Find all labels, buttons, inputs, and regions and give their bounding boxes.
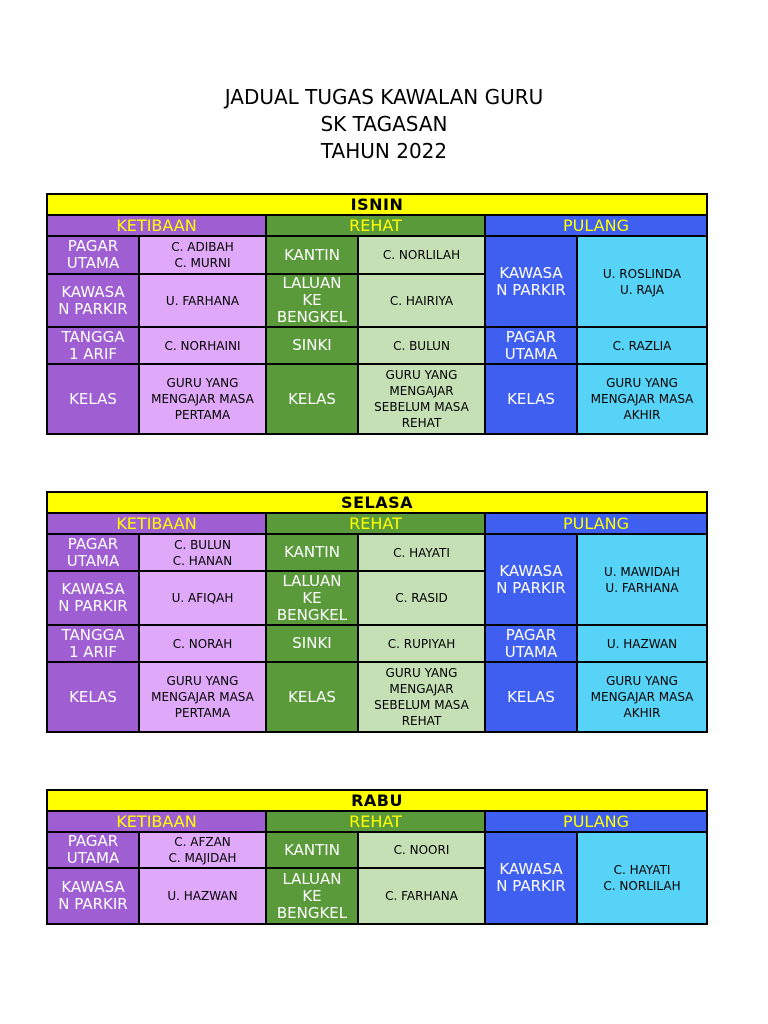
teacher-line: C. NOORI	[393, 843, 450, 857]
location-line: PAGAR	[67, 534, 119, 553]
location-cell	[266, 662, 358, 732]
location-line: LALUAN	[282, 274, 342, 292]
location-line: PAGAR	[67, 237, 119, 255]
location-cell	[47, 327, 139, 364]
location-cell	[485, 364, 577, 434]
section-header-rehat: REHAT	[266, 215, 485, 236]
teacher-cell	[139, 534, 266, 571]
location-line: SINKI	[292, 634, 332, 652]
location-line: N PARKIR	[496, 877, 566, 895]
schedule-table-rabu	[46, 789, 708, 925]
location-line: UTAMA	[504, 344, 558, 363]
section-header-pulang: PULANG	[485, 811, 707, 832]
location-line: KAWASA	[61, 878, 125, 896]
teacher-line: MENGAJAR MASA	[590, 690, 694, 704]
location-line: N PARKIR	[58, 299, 128, 318]
location-cell	[485, 832, 577, 924]
teacher-line: U. RAJA	[620, 282, 665, 297]
location-line: UTAMA	[66, 551, 120, 570]
location-cell	[485, 662, 577, 732]
teacher-cell	[358, 327, 485, 364]
teacher-cell	[358, 625, 485, 662]
location-line: KELAS	[288, 687, 336, 706]
location-line: KANTIN	[284, 840, 340, 859]
teacher-line: U. FARHANA	[605, 580, 679, 595]
location-line: KE	[302, 886, 322, 905]
teacher-line: AKHIR	[623, 706, 661, 720]
location-cell	[47, 534, 139, 571]
teacher-line: C. AFZAN	[174, 835, 231, 849]
teacher-line: SEBELUM MASA	[374, 698, 469, 712]
teacher-line: C. NORLILAH	[382, 248, 461, 262]
title-line-1: JADUAL TUGAS KAWALAN GURU	[224, 85, 544, 109]
teacher-cell	[577, 662, 707, 732]
location-cell	[266, 571, 358, 625]
location-line: UTAMA	[66, 849, 120, 867]
table-row	[47, 832, 707, 868]
teacher-line: PERTAMA	[174, 706, 231, 720]
location-line: UTAMA	[504, 642, 558, 661]
teacher-line: U. HAZWAN	[167, 889, 238, 903]
location-line: KANTIN	[284, 543, 340, 561]
location-cell	[266, 625, 358, 662]
teacher-line: C. HAIRIYA	[389, 293, 454, 308]
table-row	[47, 236, 707, 274]
location-line: KAWASA	[61, 580, 125, 598]
teacher-cell	[358, 868, 485, 924]
teacher-line: SEBELUM MASA	[374, 400, 469, 414]
teacher-cell	[577, 364, 707, 434]
teacher-line: REHAT	[401, 416, 442, 430]
location-cell	[485, 625, 577, 662]
teacher-line: C. BULUN	[174, 537, 231, 552]
teacher-line: C. RAZLIA	[612, 338, 672, 353]
teacher-line: C. MURNI	[174, 256, 231, 270]
location-line: SINKI	[292, 336, 332, 354]
location-line: BENGKEL	[276, 903, 348, 922]
title-line-3: TAHUN 2022	[320, 139, 448, 163]
day-header: RABU	[47, 790, 707, 811]
teacher-line: C. ADIBAH	[171, 240, 234, 254]
teacher-line: MENGAJAR MASA	[151, 392, 254, 406]
teacher-line: GURU YANG	[385, 368, 458, 382]
location-cell	[47, 662, 139, 732]
title-line-2: SK TAGASAN	[320, 112, 448, 136]
location-line: KAWASA	[61, 282, 125, 301]
teacher-line: C. NORLILAH	[603, 879, 681, 893]
location-cell	[485, 534, 577, 625]
section-header-pulang: PULANG	[485, 513, 707, 534]
location-line: PAGAR	[505, 327, 557, 346]
location-cell	[47, 868, 139, 924]
teacher-line: GURU YANG	[606, 674, 678, 688]
section-header-ketibaan: KETIBAAN	[47, 215, 266, 236]
teacher-cell	[139, 868, 266, 924]
teacher-cell	[139, 364, 266, 434]
location-line: LALUAN	[282, 571, 342, 590]
teacher-line: GURU YANG	[385, 666, 458, 680]
teacher-cell	[139, 832, 266, 868]
teacher-line: C. NORHAINI	[164, 338, 241, 353]
location-line: 1 ARIF	[68, 642, 118, 661]
location-line: PAGAR	[67, 832, 119, 850]
teacher-cell	[577, 236, 707, 327]
location-line: UTAMA	[66, 254, 120, 272]
teacher-line: MENGAJAR MASA	[151, 690, 254, 704]
teacher-line: MENGAJAR	[389, 682, 454, 696]
table-row	[47, 534, 707, 571]
teacher-line: MENGAJAR	[389, 384, 454, 398]
location-cell	[47, 274, 139, 327]
teacher-line: U. MAWIDAH	[604, 564, 680, 579]
location-line: TANGGA	[61, 327, 125, 346]
location-cell	[266, 868, 358, 924]
location-line: N PARKIR	[496, 280, 566, 299]
teacher-cell	[358, 236, 485, 274]
teacher-cell	[139, 236, 266, 274]
location-cell	[266, 236, 358, 274]
location-line: N PARKIR	[496, 578, 566, 597]
location-line: BENGKEL	[276, 605, 348, 624]
teacher-line: U. FARHANA	[165, 293, 240, 308]
teacher-line: GURU YANG	[166, 376, 239, 390]
location-line: KE	[302, 291, 322, 309]
location-line: KELAS	[69, 389, 117, 408]
teacher-line: AKHIR	[623, 408, 661, 422]
location-cell	[47, 364, 139, 434]
location-cell	[47, 625, 139, 662]
section-header-rehat: REHAT	[266, 513, 485, 534]
location-line: KANTIN	[284, 245, 340, 264]
teacher-cell	[139, 274, 266, 327]
teacher-line: C. NORAH	[172, 636, 233, 651]
teacher-cell	[139, 625, 266, 662]
location-line: BENGKEL	[276, 308, 348, 326]
location-cell	[266, 364, 358, 434]
teacher-cell	[358, 662, 485, 732]
location-line: KELAS	[507, 389, 555, 408]
location-line: KELAS	[69, 687, 117, 706]
teacher-line: MENGAJAR MASA	[590, 392, 694, 406]
location-cell	[266, 274, 358, 327]
section-header-pulang: PULANG	[485, 215, 707, 236]
teacher-cell	[139, 571, 266, 625]
teacher-line: GURU YANG	[166, 674, 239, 688]
teacher-cell	[577, 534, 707, 625]
schedule-table-selasa	[46, 491, 708, 733]
teacher-cell	[358, 274, 485, 327]
teacher-line: C. HAYATI	[393, 545, 450, 560]
teacher-cell	[577, 625, 707, 662]
section-header-ketibaan: KETIBAAN	[47, 811, 266, 832]
location-line: LALUAN	[282, 869, 342, 888]
table-row	[47, 327, 707, 364]
day-header: ISNIN	[47, 194, 707, 215]
teacher-cell	[139, 662, 266, 732]
teacher-cell	[577, 832, 707, 924]
location-line: N PARKIR	[58, 895, 128, 913]
location-line: TANGGA	[61, 625, 125, 644]
teacher-line: GURU YANG	[606, 376, 678, 390]
location-line: KAWASA	[499, 561, 563, 580]
location-cell	[485, 327, 577, 364]
table-row	[47, 625, 707, 662]
table-row	[47, 364, 707, 434]
schedule-table-isnin	[46, 193, 708, 435]
location-line: KELAS	[507, 687, 555, 706]
teacher-line: C. BULUN	[393, 338, 450, 353]
location-cell	[266, 327, 358, 364]
location-line: PAGAR	[505, 625, 557, 644]
teacher-line: U. AFIQAH	[171, 591, 234, 605]
table-row	[47, 662, 707, 732]
teacher-line: C. RASID	[395, 591, 448, 605]
teacher-cell	[577, 327, 707, 364]
location-cell	[266, 534, 358, 571]
teacher-line: C. HAYATI	[613, 863, 671, 877]
location-line: KE	[302, 588, 322, 607]
teacher-cell	[358, 364, 485, 434]
location-cell	[47, 832, 139, 868]
teacher-line: C. HANAN	[172, 553, 233, 568]
location-line: KAWASA	[499, 860, 563, 878]
location-line: KAWASA	[499, 263, 563, 282]
teacher-cell	[139, 327, 266, 364]
teacher-cell	[358, 571, 485, 625]
location-line: 1 ARIF	[68, 344, 118, 363]
location-line: KELAS	[288, 389, 336, 408]
teacher-line: C. RUPIYAH	[387, 636, 456, 651]
location-cell	[266, 832, 358, 868]
teacher-line: PERTAMA	[174, 408, 231, 422]
section-header-ketibaan: KETIBAAN	[47, 513, 266, 534]
teacher-line: U. ROSLINDA	[602, 266, 682, 281]
teacher-line: C. FARHANA	[385, 889, 458, 903]
location-cell	[485, 236, 577, 327]
teacher-line: C. MAJIDAH	[168, 851, 237, 865]
teacher-cell	[358, 832, 485, 868]
teacher-cell	[358, 534, 485, 571]
location-line: N PARKIR	[58, 597, 128, 615]
location-cell	[47, 571, 139, 625]
teacher-line: U. HAZWAN	[606, 636, 678, 651]
section-header-rehat: REHAT	[266, 811, 485, 832]
location-cell	[47, 236, 139, 274]
teacher-line: REHAT	[401, 714, 442, 728]
day-header: SELASA	[47, 492, 707, 513]
